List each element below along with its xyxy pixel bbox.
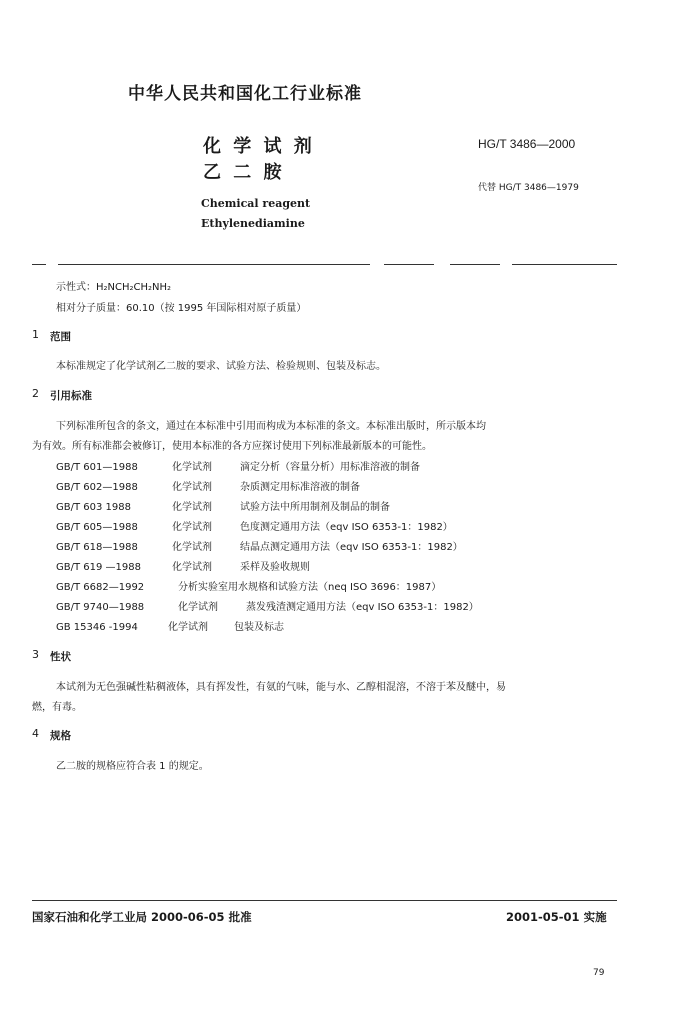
- ref-row: [56, 518, 453, 533]
- ref-category: 分析实验室用水规格和试验方法（neq ISO 3696：1987）: [178, 582, 442, 593]
- ref-description: 色度测定通用方法（eqv ISO 6353-1：1982）: [240, 522, 453, 533]
- ref-description: 包装及标志: [234, 622, 284, 633]
- ref-row: [56, 478, 360, 493]
- section-3-text-2: 燃，有毒。: [32, 702, 82, 713]
- header-rule-2: [58, 264, 370, 265]
- ref-row: [56, 618, 284, 633]
- ref-description: 结晶点测定通用方法（eqv ISO 6353-1：1982）: [240, 542, 463, 553]
- title-cn-line-2: 乙 二 胺: [203, 162, 285, 183]
- header-rule-5: [512, 264, 617, 265]
- ref-category: 化学试剂: [168, 622, 208, 633]
- ref-category: 化学试剂: [178, 602, 218, 613]
- section-3-text-1: 本试剂为无色强碱性粘稠液体，具有挥发性，有氨的气味，能与水、乙醇相混溶，不溶于苯及醚中，易: [56, 682, 506, 693]
- ref-row: [56, 578, 441, 593]
- ref-category: 化学试剂: [172, 482, 212, 493]
- ref-code: GB/T 619 —1988: [56, 562, 141, 573]
- section-1-number: 1: [32, 328, 39, 341]
- section-2-text-1: 下列标准所包含的条文，通过在本标准中引用而构成为本标准的条文。本标准出版时，所示版本均: [56, 421, 486, 432]
- ref-row: [56, 538, 463, 553]
- ref-description: 杂质测定用标准溶液的制备: [240, 482, 360, 493]
- section-4-number: 4: [32, 727, 39, 740]
- ref-category: 化学试剂: [172, 542, 212, 553]
- ref-description: 滴定分析（容量分析）用标准溶液的制备: [240, 462, 420, 473]
- footer-rule: [32, 900, 617, 901]
- ref-code: GB/T 618—1988: [56, 542, 138, 553]
- title-en-line-2: Ethylenediamine: [201, 217, 305, 230]
- org-title: 中华人民共和国化工行业标准: [128, 84, 362, 104]
- title-cn-line-1: 化 学 试 剂: [203, 136, 315, 157]
- header-rule-4: [450, 264, 500, 265]
- molecular-mass: 相对分子质量：60.10（按 1995 年国际相对原子质量）: [56, 303, 307, 314]
- ref-code: GB 15346 -1994: [56, 622, 138, 633]
- ref-description: 试验方法中所用制剂及制品的制备: [240, 502, 390, 513]
- replaces-note: 代替 HG/T 3486—1979: [478, 183, 579, 193]
- implementation-date: 2001-05-01 实施: [506, 910, 607, 924]
- formula: 示性式：H₂NCH₂CH₂NH₂: [56, 282, 172, 293]
- ref-description: 蒸发残渣测定通用方法（eqv ISO 6353-1：1982）: [246, 602, 479, 613]
- section-1-text: 本标准规定了化学试剂乙二胺的要求、试验方法、检验规则、包装及标志。: [56, 361, 386, 372]
- approval-line: 国家石油和化学工业局 2000-06-05 批准: [32, 910, 252, 924]
- section-3-number: 3: [32, 648, 39, 661]
- section-1-title: 范围: [50, 331, 71, 343]
- ref-row: [56, 458, 420, 473]
- ref-code: GB/T 602—1988: [56, 482, 138, 493]
- section-4-text: 乙二胺的规格应符合表 1 的规定。: [56, 761, 209, 772]
- ref-category: 化学试剂: [172, 462, 212, 473]
- ref-category: 化学试剂: [172, 522, 212, 533]
- ref-description: 采样及验收规则: [240, 562, 310, 573]
- section-4-title: 规格: [50, 730, 71, 742]
- ref-row: [56, 598, 479, 613]
- ref-code: GB/T 6682—1992: [56, 582, 145, 593]
- ref-category: 化学试剂: [172, 562, 212, 573]
- header-rule-3: [384, 264, 434, 265]
- header-rule-1: [32, 264, 46, 265]
- ref-row: [56, 558, 310, 573]
- section-2-title: 引用标准: [50, 390, 92, 402]
- standard-number: HG/T 3486—2000: [478, 137, 576, 151]
- title-en-line-1: Chemical reagent: [201, 197, 311, 210]
- section-2-number: 2: [32, 387, 39, 400]
- ref-category: 化学试剂: [172, 502, 212, 513]
- ref-row: [56, 498, 390, 513]
- ref-code: GB/T 601—1988: [56, 462, 138, 473]
- ref-code: GB/T 9740—1988: [56, 602, 145, 613]
- section-3-title: 性状: [50, 651, 71, 663]
- section-2-text-2: 为有效。所有标准都会被修订，使用本标准的各方应探讨使用下列标准最新版本的可能性。: [32, 441, 432, 452]
- ref-code: GB/T 605—1988: [56, 522, 138, 533]
- page-number: 79: [593, 968, 605, 978]
- ref-code: GB/T 603 1988: [56, 502, 131, 513]
